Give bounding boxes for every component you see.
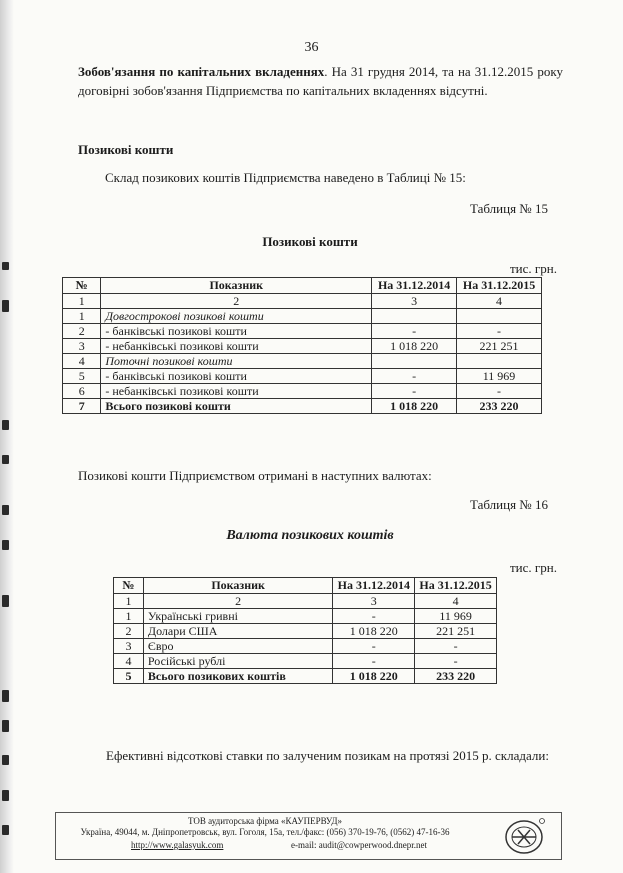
table-row: [63, 354, 542, 369]
header-no: №: [114, 578, 144, 594]
row-name: Долари США: [143, 624, 333, 639]
page-number: 36: [304, 40, 319, 55]
row-no: 4: [63, 354, 101, 369]
row-name: Євро: [143, 639, 333, 654]
row-name: - небанківські позикові кошти: [101, 384, 372, 399]
row-value-2015: 221 251: [457, 339, 542, 354]
binding-hole: [2, 825, 9, 835]
loans-table: [62, 277, 542, 414]
row-value-2014: [372, 354, 457, 369]
table16-label: Таблиця № 16: [470, 497, 548, 512]
row-value-2014: -: [333, 654, 415, 669]
table-row: [63, 384, 542, 399]
row-value-2014: 1 018 220: [333, 624, 415, 639]
total-value-2014: 1 018 220: [372, 399, 457, 414]
row-no: 4: [114, 654, 144, 669]
row-no: 1: [63, 309, 101, 324]
row-value-2015: [457, 309, 542, 324]
table-total-row: [63, 399, 542, 414]
loans-heading: Позикові кошти: [78, 142, 174, 157]
row-value-2014: [372, 309, 457, 324]
binding-hole: [2, 790, 9, 801]
binding-hole: [2, 595, 9, 607]
table-row: [63, 324, 542, 339]
table-row: [114, 654, 497, 669]
row-value-2015: -: [415, 654, 497, 669]
table-row: [63, 339, 542, 354]
binding-hole: [2, 755, 9, 765]
row-no: 2: [114, 624, 144, 639]
binding-edge: [0, 0, 14, 873]
header-indicator: Показник: [101, 278, 372, 294]
row-name: Поточні позикові кошти: [101, 354, 372, 369]
binding-hole: [2, 505, 9, 515]
header-no: №: [63, 278, 101, 294]
row-value-2014: -: [372, 324, 457, 339]
capital-commitments-title: Зобов'язання по капітальних вкладеннях: [78, 64, 325, 79]
table-index-row: [114, 594, 497, 609]
table-row: [114, 624, 497, 639]
row-no: 1: [114, 609, 144, 624]
header-2014: На 31.12.2014: [372, 278, 457, 294]
table16-units: тис. грн.: [510, 560, 557, 575]
table-row: [114, 639, 497, 654]
capital-commitments-paragraph: [78, 62, 563, 100]
row-name: - банківські позикові кошти: [101, 369, 372, 384]
row-value-2014: -: [372, 384, 457, 399]
binding-hole: [2, 690, 9, 702]
row-value-2015: -: [457, 384, 542, 399]
footer: [55, 812, 562, 860]
binding-hole: [2, 262, 9, 270]
currency-intro: Позикові кошти Підприємством отримані в наступних валютах:: [78, 468, 432, 483]
table-row: [114, 609, 497, 624]
header-2015: На 31.12.2015: [457, 278, 542, 294]
row-value-2014: 1 018 220: [372, 339, 457, 354]
row-value-2014: -: [372, 369, 457, 384]
index-cell: 3: [333, 594, 415, 609]
row-name: Довгострокові позикові кошти: [101, 309, 372, 324]
index-cell: 1: [63, 294, 101, 309]
table-total-row: [114, 669, 497, 684]
row-value-2014: -: [333, 609, 415, 624]
table-index-row: [63, 294, 542, 309]
header-2014: На 31.12.2014: [333, 578, 415, 594]
row-value-2015: -: [457, 324, 542, 339]
total-value-2014: 1 018 220: [333, 669, 415, 684]
row-name: Українські гривні: [143, 609, 333, 624]
index-cell: 2: [101, 294, 372, 309]
table-header-row: [63, 278, 542, 294]
row-name: Російські рублі: [143, 654, 333, 669]
index-cell: 3: [372, 294, 457, 309]
row-name: - банківські позикові кошти: [101, 324, 372, 339]
header-2015: На 31.12.2015: [415, 578, 497, 594]
table-row: [63, 369, 542, 384]
table-header-row: [114, 578, 497, 594]
footer-address: Україна, 49044, м. Дніпропетровськ, вул. Гоголя, 15а, тел./факс: (056) 370-19-76, (0562) 47-16-36: [80, 827, 450, 837]
binding-hole: [2, 420, 9, 430]
binding-hole: [2, 720, 9, 732]
binding-hole: [2, 455, 9, 464]
footer-company: ТОВ аудиторська фірма «КАУПЕРВУД»: [188, 816, 342, 826]
total-value-2015: 233 220: [457, 399, 542, 414]
table-row: [63, 309, 542, 324]
total-value-2015: 233 220: [415, 669, 497, 684]
row-no: 6: [63, 384, 101, 399]
index-cell: 1: [114, 594, 144, 609]
total-name: Всього позикових коштів: [143, 669, 333, 684]
total-name: Всього позикові кошти: [101, 399, 372, 414]
table15-units: тис. грн.: [510, 261, 557, 276]
footer-email[interactable]: e-mail: audit@cowperwood.dnepr.net: [291, 840, 427, 850]
row-value-2015: [457, 354, 542, 369]
index-cell: 4: [415, 594, 497, 609]
footer-website-link[interactable]: http://www.galasyuk.com: [131, 840, 224, 850]
header-indicator: Показник: [143, 578, 333, 594]
index-cell: 4: [457, 294, 542, 309]
row-value-2015: 11 969: [457, 369, 542, 384]
row-value-2014: -: [333, 639, 415, 654]
loans-intro: Склад позикових коштів Підприємства наведено в Таблиці № 15:: [105, 170, 466, 185]
row-value-2015: 11 969: [415, 609, 497, 624]
table15-title: Позикові кошти: [262, 234, 358, 249]
row-name: - небанківські позикові кошти: [101, 339, 372, 354]
row-value-2015: -: [415, 639, 497, 654]
binding-hole: [2, 540, 9, 550]
binding-hole: [2, 300, 9, 312]
table15-label: Таблиця № 15: [470, 201, 548, 216]
footer-text: [60, 816, 470, 838]
table16-title: Валюта позикових коштів: [226, 528, 394, 543]
total-no: 5: [114, 669, 144, 684]
company-logo-icon: [502, 816, 546, 856]
total-no: 7: [63, 399, 101, 414]
row-value-2015: 221 251: [415, 624, 497, 639]
row-no: 2: [63, 324, 101, 339]
rates-paragraph: Ефективні відсоткові ставки по залученим позикам на протязі 2015 р. складали:: [106, 748, 549, 763]
row-no: 3: [114, 639, 144, 654]
row-no: 3: [63, 339, 101, 354]
capital-commitments-text: . На 31 грудня 2014, та на 31.12.2015 року договірні зобов'язання Підприємства по капітальних вкладеннях відсутні.: [78, 64, 563, 98]
index-cell: 2: [143, 594, 333, 609]
currency-table: [113, 577, 497, 684]
row-no: 5: [63, 369, 101, 384]
